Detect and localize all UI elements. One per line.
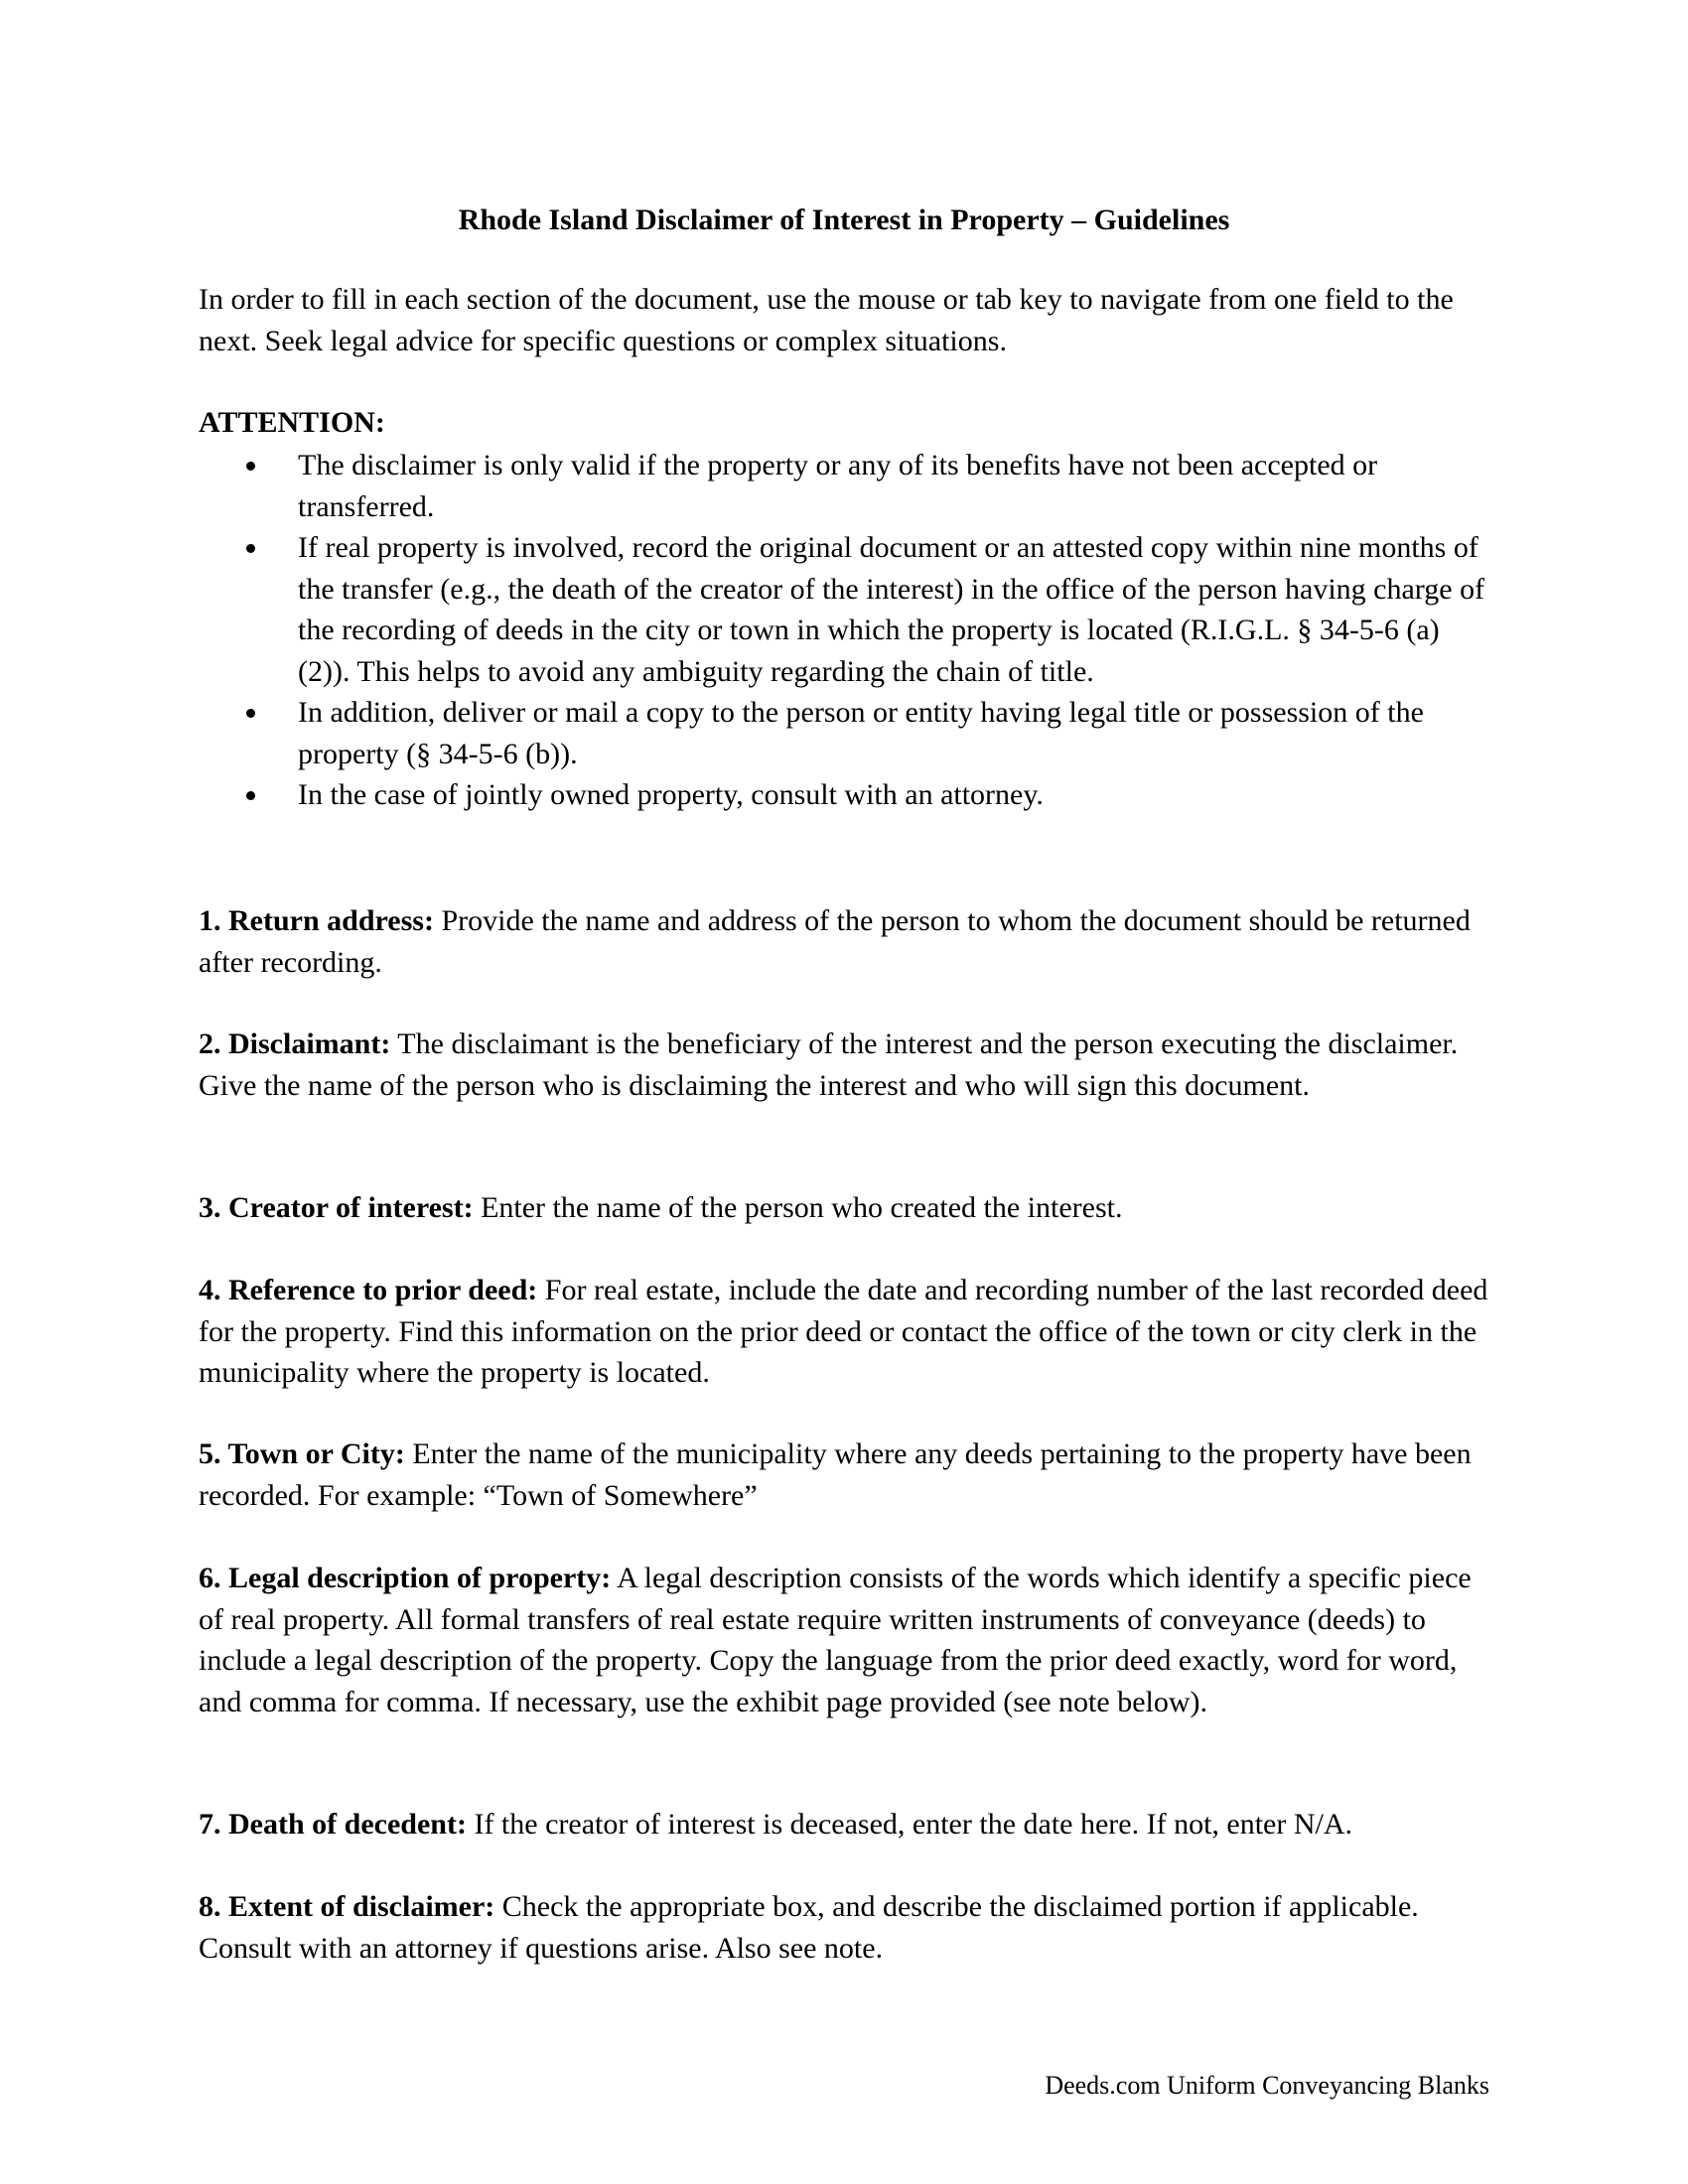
bullet-icon [246,791,255,800]
attention-list [199,445,1489,816]
page-footer: Deeds.com Uniform Conveyancing Blanks [1045,2071,1489,2100]
list-item-text: If real property is involved, record the original document or an attested copy within nine months of the transfer (e.g., the death of the creator of the interest) in the office of the person having charge of the recording of deeds in the city or town in which the property is located (R.I.G.L. § 34-5-6 (a) (2)). This helps to avoid any ambiguity regarding the chain of title. [298,531,1485,688]
section-return-address [199,900,1489,983]
section-label: 3. Creator of interest: [199,1191,474,1224]
section-label: 6. Legal description of property: [199,1562,612,1594]
section-text: Check the appropriate box, and describe the disclaimed portion if applicable. Consult with an attorney if questions arise. Also see note. [199,1890,1419,1965]
document-title: Rhode Island Disclaimer of Interest in Property – Guidelines [458,204,1230,236]
section-label: 7. Death of decedent: [199,1808,467,1841]
list-item-text: In the case of jointly owned property, consult with an attorney. [298,778,1044,811]
section-text: Enter the name of the person who created the interest. [481,1191,1123,1224]
section-creator-of-interest [199,1187,1489,1229]
bullet-icon [246,544,255,553]
section-text: If the creator of interest is deceased, enter the date here. If not, enter N/A. [474,1808,1353,1841]
section-reference-to-prior-deed [199,1270,1489,1394]
section-text: The disclaimant is the beneficiary of the interest and the person executing the disclaimer. Give the name of the person who is disclaiming the interest and who will sign this document. [199,1027,1459,1102]
section-text: Provide the name and address of the person to whom the document should be returned after recording. [199,904,1471,979]
list-item-text: The disclaimer is only valid if the property or any of its benefits have not been accepted or transferred. [298,449,1378,523]
bullet-icon [246,462,255,471]
section-label: 8. Extent of disclaimer: [199,1890,495,1923]
section-text: Enter the name of the municipality where any deeds pertaining to the property have been recorded. For example: “Town of Somewhere” [199,1437,1472,1512]
list-item [199,774,1489,816]
section-text: For real estate, include the date and recording number of the last recorded deed for the property. Find this information on the prior deed or contact the office of the town or city clerk in the municipality where the property is located. [199,1274,1488,1389]
section-death-of-decedent [199,1804,1489,1845]
section-label: 4. Reference to prior deed: [199,1274,538,1306]
section-label: 2. Disclaimant: [199,1027,391,1060]
list-item-text: In addition, deliver or mail a copy to the person or entity having legal title or possession of the property (§ 34-5-6 (b)). [298,696,1424,770]
section-legal-description [199,1558,1489,1722]
section-label: 1. Return address: [199,904,434,937]
bullet-icon [246,709,255,718]
section-disclaimant [199,1024,1489,1106]
section-label: 5. Town or City: [199,1437,405,1470]
list-item [199,692,1489,774]
list-item [199,527,1489,692]
section-extent-of-disclaimer [199,1886,1489,1969]
attention-heading: ATTENTION: [199,406,385,439]
section-text: A legal description consists of the words which identify a specific piece of real property. All formal transfers of real estate require written instruments of conveyance (deeds) to include a legal description of the property. Copy the language from the prior deed exactly, word for word, and comma for comma. If necessary, use the exhibit page provided (see note below). [199,1562,1472,1718]
intro-paragraph: In order to fill in each section of the document, use the mouse or tab key to navigate from one field to the next. Seek legal advice for specific questions or complex situations. [199,283,1454,357]
section-town-or-city [199,1433,1489,1516]
list-item [199,445,1489,527]
